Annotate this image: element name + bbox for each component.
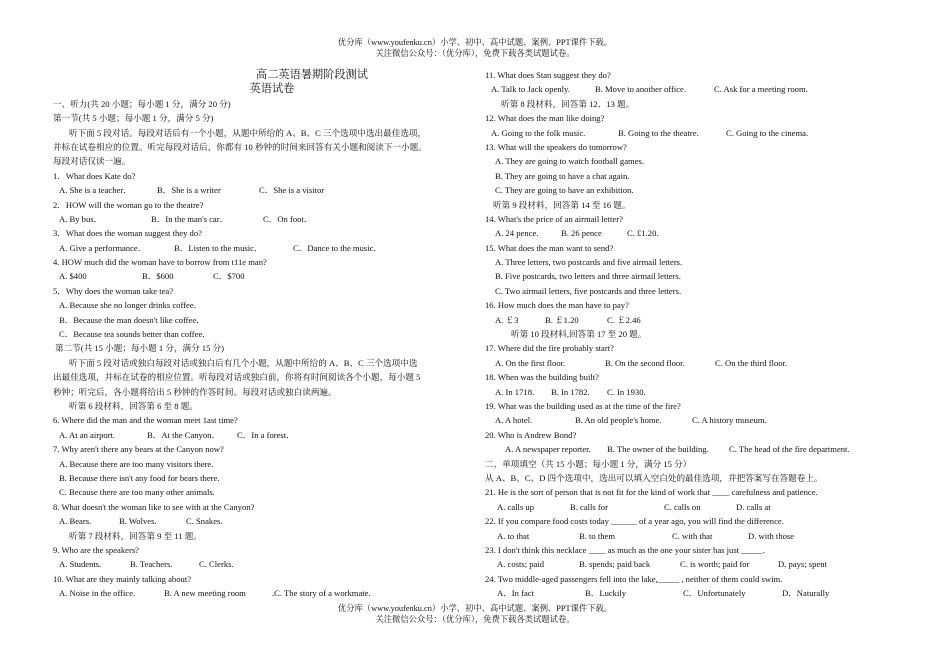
note-passage-8: 听第 8 段材料，回答第 12、13 题。: [501, 98, 635, 109]
question-5: 5．Why does the woman take tea?: [53, 285, 174, 296]
option-a: A. In 1718.: [495, 386, 535, 397]
option-a: A. calls up: [497, 501, 534, 512]
option-c: C. with that: [672, 530, 713, 541]
question-14-options: [485, 226, 905, 240]
exam-subtitle: 英语试卷: [249, 83, 295, 96]
question-24-options: [485, 586, 905, 600]
option-d: D. with those: [748, 530, 795, 541]
option-b: B．At the Canyon．: [147, 429, 221, 440]
question-24: 24. Two middle-aged passengers fell into the lake,_____ , neither of them could swim.: [485, 573, 783, 584]
option-b: B. to them: [579, 530, 616, 541]
option-b: B. An old people's home.: [575, 415, 662, 426]
section1-heading: 第一节(共 5 小题；每小题 1 分，满分 5 分): [53, 113, 214, 124]
question-4-options: [53, 269, 475, 283]
question-9-options: [53, 557, 475, 571]
option-c: C. calls on: [664, 501, 701, 512]
option-c: C．$700: [213, 271, 245, 282]
option-c: C．She is a visitor: [259, 185, 325, 196]
question-16-options: [485, 313, 905, 327]
part2-heading: 二、单项填空（共 15 小题；每小题 1 分，满分 15 分）: [485, 458, 692, 469]
question-7-option-b: B. Because there isn't any food for bears there.: [59, 472, 220, 483]
option-a: A．In fact: [497, 588, 534, 599]
option-c: C．Dance to the music．: [293, 242, 383, 253]
exam-title: 高二英语暑期阶段测试: [256, 69, 368, 81]
option-b: B．Luckily: [585, 588, 627, 599]
option-a: A. ￡3: [495, 314, 519, 325]
question-20-options: [485, 442, 905, 456]
question-13: 13. What will the speakers do tomorrow?: [485, 141, 627, 152]
question-12: 12. What does the man like doing?: [485, 113, 605, 124]
question-2: 2．HOW will the woman go to the theatre?: [53, 199, 204, 210]
question-21-options: [485, 500, 905, 514]
question-7-option-a: A. Because there are too many visitors there.: [59, 458, 214, 469]
question-5-option-a: A. Because she no longer drinks coffee．: [59, 300, 203, 311]
question-15-option-a: A. Three letters, two postcards and five airmail letters.: [495, 257, 683, 268]
right-column: [485, 68, 905, 600]
question-20: 20. Who is Andrew Bond?: [485, 429, 577, 440]
question-6-options: [53, 428, 475, 442]
option-c: C．Unfortunately: [683, 588, 746, 599]
option-c: C. ￡2.46: [607, 314, 641, 325]
question-8: 8. What doesn't the woman like to see with at the Canyon?: [53, 501, 255, 512]
option-a: A. costs; paid: [497, 559, 545, 570]
option-a: A. A hotel.: [495, 415, 533, 426]
page-footer: [0, 603, 950, 625]
section2-heading: 第二节(共 15 小题；每小题 1 分，满分 15 分): [55, 343, 225, 354]
question-10: 10. What are they mainly talking about?: [53, 573, 192, 584]
option-c: C．On foot．: [263, 213, 313, 224]
question-22: 22. If you compare food costs today ______ of a year ago, you will find the difference.: [485, 516, 784, 527]
question-14: 14. What's the price of an airmail letter?: [485, 213, 623, 224]
section2-instructions: 出最佳选项，并标在试卷的相应位置。听每段对话或独白前，你将有时间阅读各个小题，每小题 5: [53, 372, 421, 383]
option-c: C. Snakes.: [186, 516, 223, 527]
question-5-option-c: C．Because tea sounds better than coffee．: [59, 329, 211, 340]
question-18-options: [485, 385, 905, 399]
option-a: A. Talk to Jack openly.: [491, 84, 570, 95]
option-b: B. Teachers.: [130, 559, 173, 570]
question-7-option-c: C. Because there are too many other animals.: [59, 487, 215, 498]
question-15-option-c: C. Two airmail letters, five postcards and three letters.: [495, 285, 682, 296]
option-b: B. ￡1.20: [545, 314, 579, 325]
question-23: 23. I don't think this necklace ____ as much as the one your sister has just _____.: [485, 544, 765, 555]
option-c: C. Ask for a meeting room.: [714, 84, 808, 95]
page-header: [0, 37, 950, 59]
question-3-options: [53, 241, 475, 255]
section1-instructions: 并标在试卷相应的位置。听完每段对话后，你都有 10 秒钟的时间来回答有关小题和阅读下一小题。: [53, 141, 427, 152]
question-23-options: [485, 557, 905, 571]
question-17-options: [485, 356, 905, 370]
option-c: C. The head of the fire department.: [729, 444, 850, 455]
question-17: 17. Where did the fire probably start?: [485, 343, 614, 354]
header-line-2: 关注微信公众号：（优分库），免费下载各类试题试卷。: [375, 49, 575, 58]
option-c: C. Going to the cinema.: [726, 127, 809, 138]
note-passage-7: 听第 7 段材料，回答第 9 至 11 题。: [69, 530, 202, 541]
question-19-options: [485, 413, 905, 427]
option-b: B. 26 pence: [561, 228, 602, 239]
option-b: B．Listen to the music．: [174, 242, 263, 253]
option-b: B. In 1782.: [551, 386, 590, 397]
option-b: B. On the second floor.: [605, 357, 685, 368]
question-7: 7. Why aren't there any bears at the Canyon now?: [53, 444, 224, 455]
question-18: 18. When was the building built?: [485, 372, 599, 383]
option-a: A. 24 pence.: [495, 228, 539, 239]
option-c: C. In 1930.: [607, 386, 646, 397]
option-a: A. $400: [59, 271, 87, 282]
question-9: 9. Who are the speakers?: [53, 544, 139, 555]
option-d: D．Naturally: [782, 588, 830, 599]
header-line-1: 优分库（www.youfenku.cn）小学、初中、高中试题、案例、PPT课件下载。: [337, 38, 613, 47]
option-a: A. Bears.: [59, 516, 92, 527]
option-b: B. Wolves.: [119, 516, 157, 527]
part2-instructions: 从 A、B、C、D 四个选项中，选出可以填入空白处的最佳选项，并把答案写在答题卷上。: [485, 472, 823, 483]
question-1-options: [53, 183, 475, 197]
option-c: C. is worth; paid for: [680, 559, 750, 570]
footer-line-2: 关注微信公众号：（优分库），免费下载各类试题试卷。: [375, 615, 575, 624]
option-b: B. Move to another office.: [595, 84, 687, 95]
question-11-options: [485, 82, 905, 96]
question-5-option-b: B．Because the man doesn't like coffee．: [59, 314, 205, 325]
section2-instructions: 听下面 5 段对话或独白每段对话或独白后有几个小题，从题中所给的 A、B、C 三个选项中选: [69, 357, 418, 368]
option-a: A. Students.: [59, 559, 102, 570]
section1-instructions: 听下面 5 段对话。每段对话后有一个小题，从题中所给的 A、B、C 三个选项中选出最佳选项，: [69, 127, 427, 138]
note-passage-10: 听第 10 段材料,回答第 17 至 20 题。: [511, 329, 647, 340]
option-a: A. Going to the folk music.: [491, 127, 586, 138]
option-a: A. On the first floor.: [495, 357, 566, 368]
question-2-options: [53, 212, 475, 226]
question-19: 19. What was the building used as at the time of the fire?: [485, 400, 681, 411]
option-b: B. calls for: [570, 501, 608, 512]
question-8-options: [53, 514, 475, 528]
option-b: B. Going to the theatre.: [618, 127, 699, 138]
option-b: B．$600: [142, 271, 174, 282]
option-a: A. By bus．: [59, 213, 103, 224]
question-15: 15. What does the man want to send?: [485, 242, 614, 253]
option-a: A. She is a teacher．: [59, 185, 132, 196]
question-10-options: [53, 586, 475, 600]
option-a: A. A newspaper reporter.: [505, 444, 591, 455]
question-3: 3．What does the woman suggest they do?: [53, 228, 202, 239]
part1-heading: 一、听力(共 20 小题；每小题 1 分，满分 20 分): [53, 98, 231, 109]
question-1: 1．What does Kate do?: [53, 170, 136, 181]
option-d: D. pays; spent: [778, 559, 827, 570]
option-a: A. Noise in the office.: [59, 588, 136, 599]
option-c: .C. The story of a workmate.: [272, 588, 371, 599]
option-a: A. Give a performance．: [59, 242, 147, 253]
footer-line-1: 优分库（www.youfenku.cn）小学、初中、高中试题、案例、PPT课件下载。: [337, 604, 613, 613]
question-13-option-a: A. They are going to watch football games.: [495, 156, 644, 167]
question-16: 16. How much does the man have to pay?: [485, 300, 629, 311]
question-4: 4. HOW much did the woman have to borrow from t11e man?: [53, 257, 267, 268]
option-c: C. A history museum.: [692, 415, 767, 426]
left-column: [53, 68, 475, 600]
option-b: B. The owner of the building.: [607, 444, 709, 455]
note-passage-6: 听第 6 段材料，回答第 6 至 8 题。: [69, 400, 198, 411]
option-c: C. £1.20.: [627, 228, 659, 239]
question-21: 21. He is the sort of person that is not fit for the kind of work that ____ carefulness and patience.: [485, 487, 818, 498]
option-c: C. Clerks.: [199, 559, 234, 570]
question-11: 11. What does Stan suggest they do?: [485, 70, 611, 80]
option-b: B．In the man's car．: [151, 213, 229, 224]
option-d: D. calls at: [736, 501, 771, 512]
question-22-options: [485, 529, 905, 543]
section1-instructions: 每段对话仅读一遍。: [53, 156, 131, 167]
question-13-option-c: C. They are going to have an exhibition.: [495, 185, 634, 196]
option-c: C. On the third floor.: [715, 357, 788, 368]
question-13-option-b: B. They are going to have a chat again.: [495, 170, 630, 181]
option-b: B．She is a writer: [157, 185, 221, 196]
question-6: 6. Where did the man and the woman meet 1ast time?: [53, 415, 238, 426]
option-c: C．In a forest．: [237, 429, 295, 440]
note-passage-9: 听第 9 段材料，回答第 14 至 16 题。: [493, 199, 631, 210]
section2-instructions: 秒钟；听完后，各小题将给出 5 秒钟的作答时间。每段对话或独白读两遍。: [53, 386, 337, 397]
option-a: A. At an airport.: [59, 429, 116, 440]
question-12-options: [485, 126, 905, 140]
option-b: B. A new meeting room: [164, 588, 246, 599]
option-b: B. spends; paid back: [579, 559, 651, 570]
option-a: A. to that: [497, 530, 530, 541]
question-15-option-b: B. Five postcards, two letters and three airmail letters.: [495, 271, 681, 282]
